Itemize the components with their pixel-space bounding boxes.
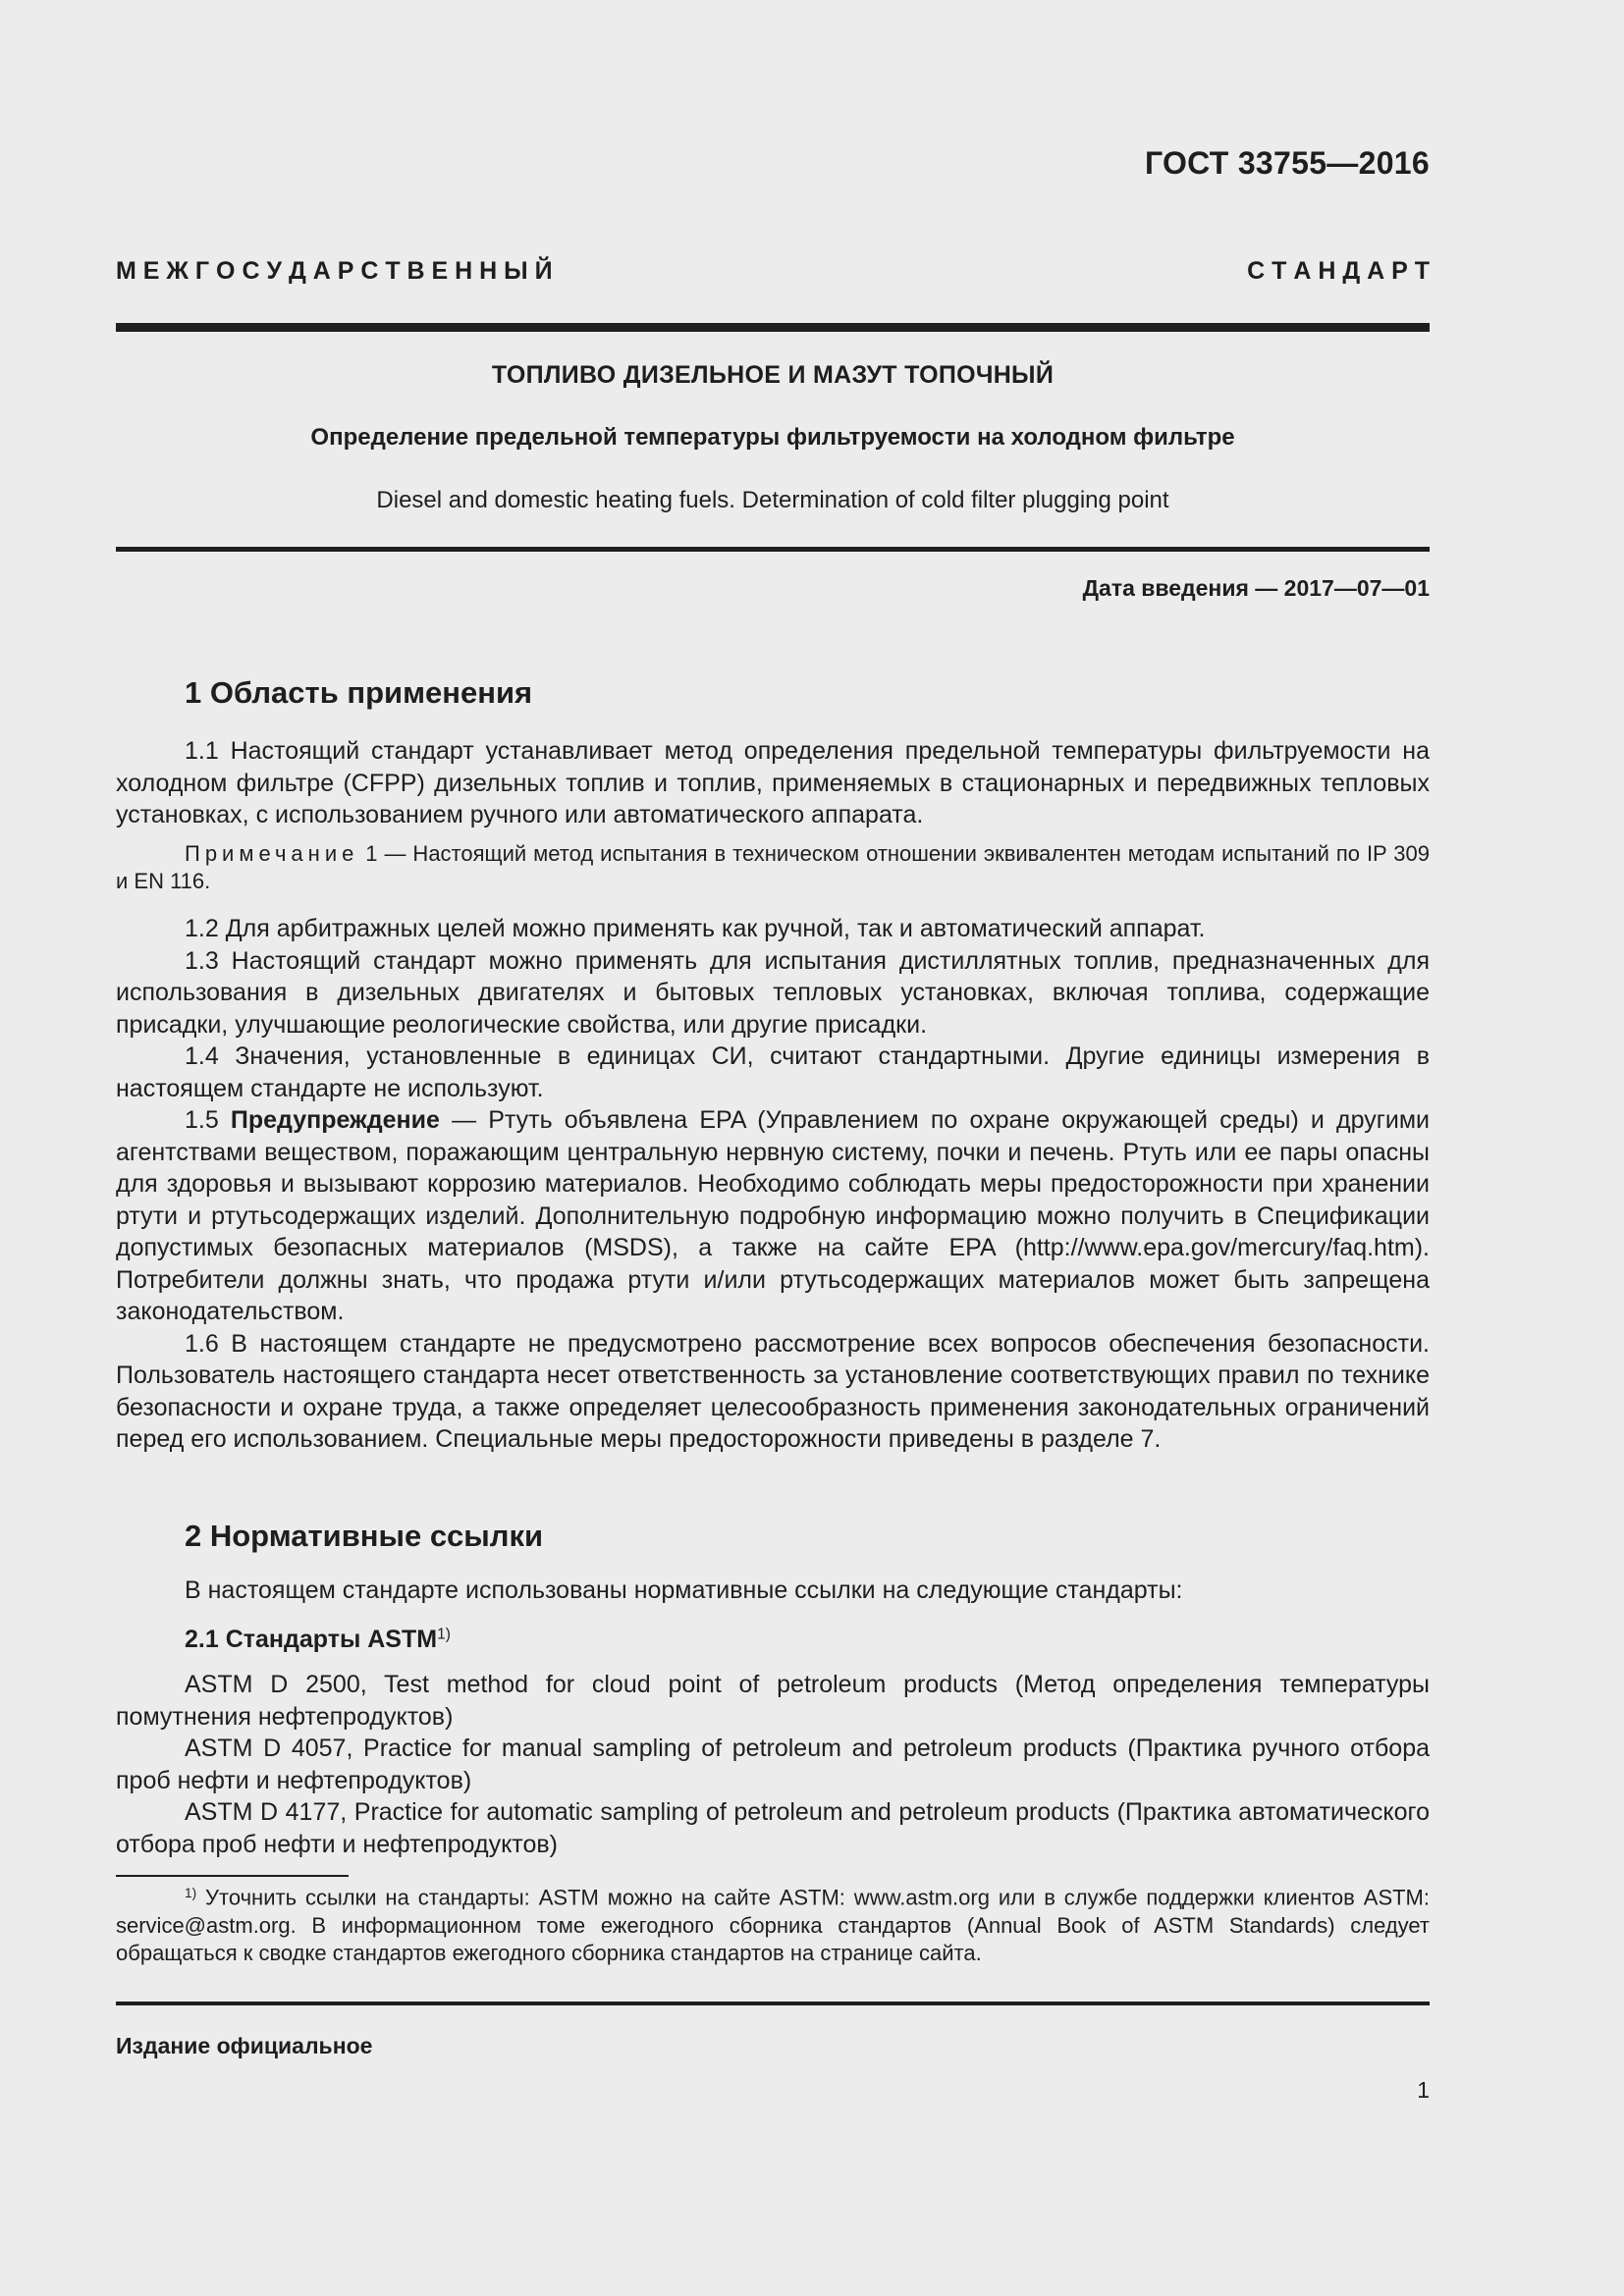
page-number: 1 (1417, 2077, 1430, 2103)
reference-item: ASTM D 4177, Practice for automatic sampling of petroleum and petroleum products (Практика автоматического отбора проб нефти и нефтепродуктов) (116, 1798, 1430, 1858)
clause-1-6: 1.6 В настоящем стандарте не предусмотрено рассмотрение всех вопросов обеспечения безопасности. Пользователь настоящего стандарта несет ответственность за установление соответствующих правил по технике безопасности и охране труда, а также определяет целесообразность применения законодательных ограничений перед его использованием. Специальные меры предосторожности приведены в разделе 7. (116, 1329, 1430, 1453)
footnote-marker: 1) (185, 1886, 197, 1900)
document-page (116, 0, 1430, 2296)
document-title: ТОПЛИВО ДИЗЕЛЬНОЕ И МАЗУТ ТОПОЧНЫЙ (491, 361, 1055, 389)
clauses-1-2-to-1-6 (116, 913, 1430, 1456)
note-text: 1 — Настоящий метод испытания в техническом отношении эквивалентен методам испытаний по IP 309 и EN 116. (116, 841, 1430, 893)
footnote-ref: 1) (437, 1626, 451, 1643)
clause-1-4: 1.4 Значения, установленные в единицах СИ, считают стандартными. Другие единицы измерения в настоящем стандарте не используют. (116, 1042, 1430, 1102)
reference-item: ASTM D 4057, Practice for manual sampling of petroleum and petroleum products (Практика ручного отбора проб нефти и нефтепродуктов) (116, 1735, 1430, 1794)
section-2-intro: В настоящем стандарте использованы нормативные ссылки на следующие стандарты: (185, 1576, 1183, 1604)
clause-1-1: 1.1 Настоящий стандарт устанавливает метод определения предельной температуры фильтруемости на холодном фильтре (CFPP) дизельных топлив и топлив, применяемых в стационарных и передвижных тепловых установках, с использованием ручного или автоматического аппарата. (116, 737, 1430, 828)
clause-1-5: 1.5 Предупреждение — Ртуть объявлена EPA (Управлением по охране окружающей среды) и другими агентствами веществом, поражающим центральную нервную систему, почки и печень. Ртуть или ее пары опасны для здоровья и вызывают коррозию материалов. Необходимо соблюдать меры предосторожности при хранении ртути и ртутьсодержащих изделий. Дополнительную подробную информацию можно получить в Спецификации допустимых безопасных материалов (MSDS), а также на сайте EPA (http://www.epa.gov/mercury/faq.htm). Потребители должны знать, что продажа ртути и/или ртутьсодержащих материалов может быть запрещена законодательством. (116, 1106, 1430, 1325)
footer-rule (116, 2002, 1430, 2005)
introduction-date: Дата введения — 2017—07—01 (1082, 575, 1430, 601)
note-label: Примечание (185, 841, 359, 866)
section-1-heading: 1 Область применения (185, 675, 533, 710)
standard-number: ГОСТ 33755—2016 (1144, 145, 1430, 181)
official-edition-label: Издание официальное (116, 2033, 373, 2058)
interstate-standard-banner (116, 257, 1430, 286)
header-rule (116, 323, 1430, 332)
footnote-separator (116, 1875, 349, 1877)
note-1 (116, 840, 1430, 895)
subsection-2-1-heading: 2.1 Стандарты ASTM$^{1)}$ (185, 1626, 451, 1653)
warning-label: Предупреждение (230, 1106, 440, 1134)
clause-1-2: 1.2 Для арбитражных целей можно применять как ручной, так и автоматический аппарат. (185, 915, 1206, 942)
clause-1-3: 1.3 Настоящий стандарт можно применять для испытания дистиллятных топлив, предназначенных для использования в дизельных двигателях и бытовых тепловых установках, включая топлива, содержащие присадки, улучшающие реологические свойства, или другие присадки. (116, 946, 1430, 1039)
english-title: Diesel and domestic heating fuels. Determination of cold filter plugging point (376, 487, 1169, 513)
document-subtitle: Определение предельной температуры фильтруемости на холодном фильтре (310, 424, 1235, 451)
reference-item: ASTM D 2500, Test method for cloud point of petroleum products (Метод определения температуры помутнения нефтепродуктов) (116, 1671, 1430, 1731)
astm-references (116, 1669, 1430, 1860)
footnote-text: Уточнить ссылки на стандарты: ASTM можно на сайте ASTM: www.astm.org или в службе поддержки клиентов ASTM: service@astm.org. В информационном томе ежегодного сборника стандартов (Annual Book of ASTM Standards) следует обращаться к сводке стандартов ежегодного сборника стандартов на странице сайта. (116, 1885, 1430, 1965)
interstate-word: М Е Ж Г О С У Д А Р С Т В Е Н Н Ы Й (116, 257, 553, 285)
title-rule (116, 547, 1430, 552)
standard-word: С Т А Н Д А Р Т (1247, 257, 1430, 285)
footnote (116, 1880, 1430, 1967)
section-2-heading: 2 Нормативные ссылки (185, 1519, 544, 1553)
